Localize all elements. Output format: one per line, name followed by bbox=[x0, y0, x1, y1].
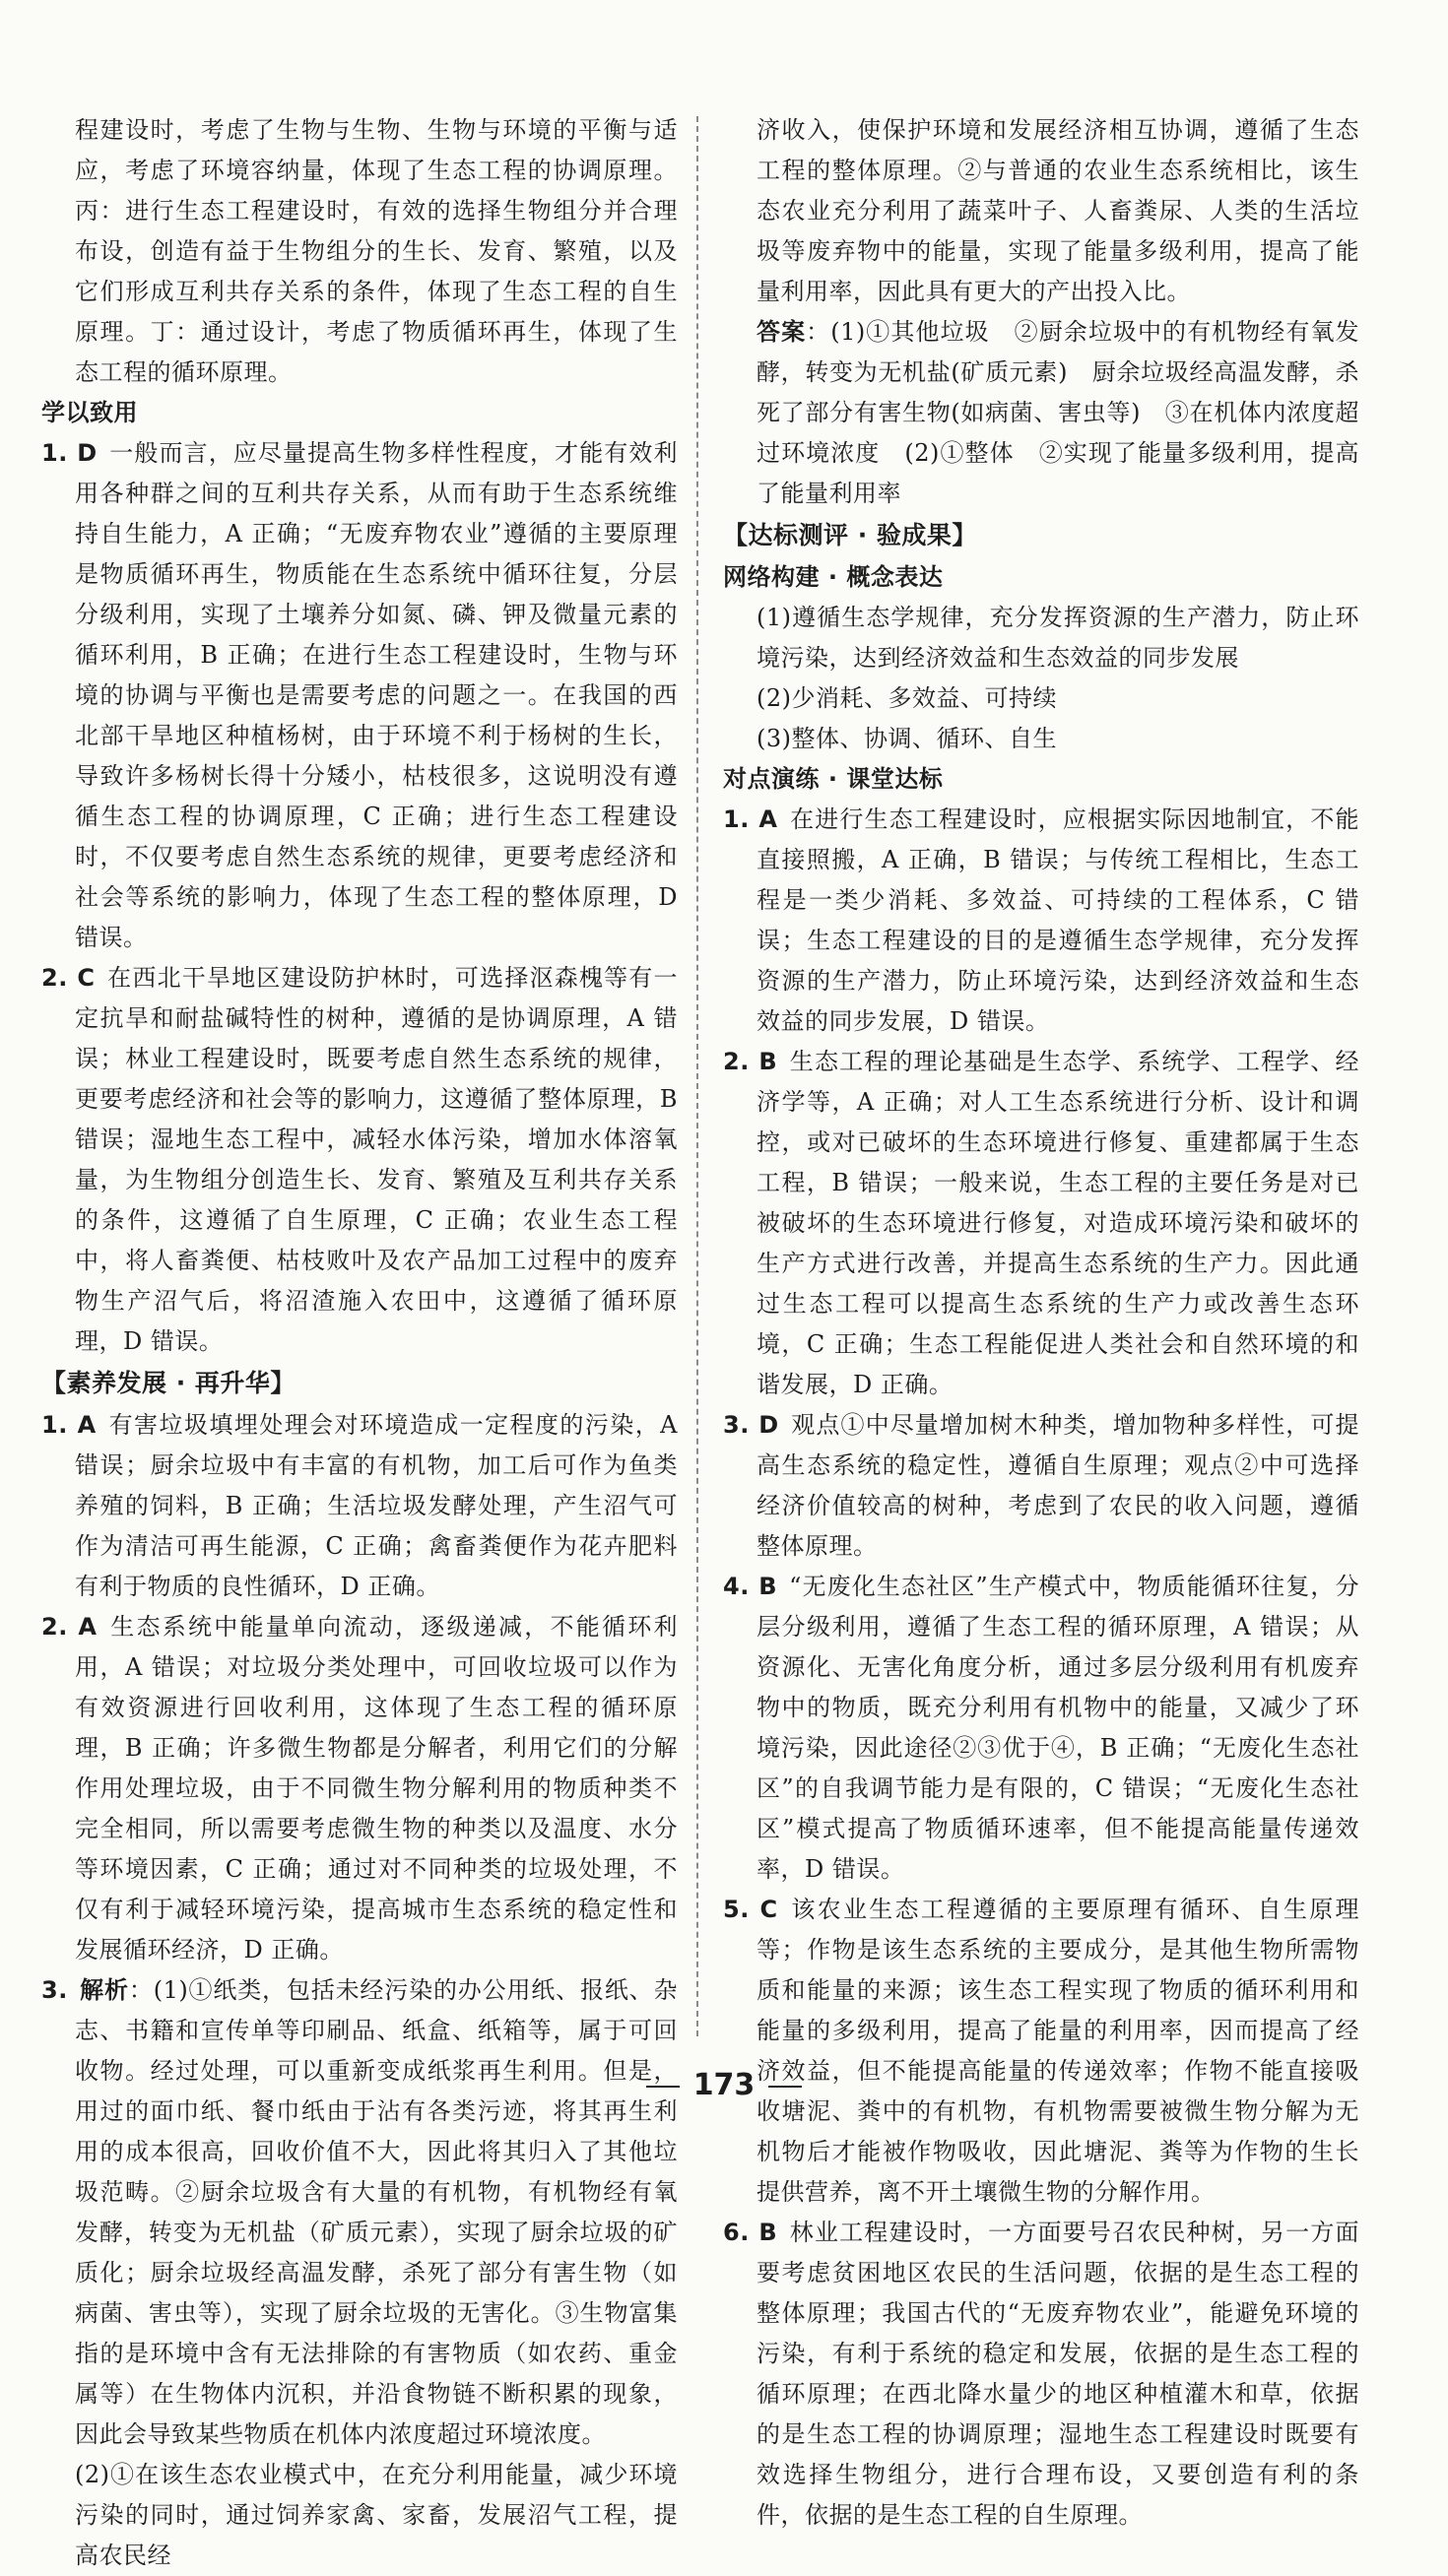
subheading-practice: 对点演练 · 课堂达标 bbox=[723, 765, 944, 793]
answer-item bbox=[723, 1405, 1359, 1567]
item-text: 在西北干旱地区建设防护林时，可选择沤森槐等有一定抗旱和耐盐碱特性的树种，遵循的是协调原理，A 错误；林业工程建设时，既要考虑自然生态系统的规律，更要考虑经济和社会等的影响力，这遵循了整体原理，B 错误；湿地生态工程中，减轻水体污染，增加水体溶氧量，为生物组分创造生长、发育、繁殖及互利共存关系的条件，这遵循了自生原理，C 正确；农业生态工程中，将人畜粪便、枯枝败叶及农产品加工过程中的废弃物生产沼气后，将沼渣施入农田中，这遵循了循环原理，D 错误。 bbox=[75, 964, 678, 1355]
item-number: 1. A bbox=[41, 1411, 97, 1439]
answer-item bbox=[41, 1970, 678, 2455]
item-number: 4. B bbox=[723, 1573, 778, 1600]
item-text: ：(1)①纸类，包括未经污染的办公用纸、报纸、杂志、书籍和宣传单等印刷品、纸盒、纸箱等，属于可回收物。经过处理，可以重新变成纸浆再生利用。但是，用过的面巾纸、餐巾纸由于沾有各类污迹，将其再生利用的成本很高，回收价值不大，因此将其归入了其他垃圾范畴。②厨余垃圾含有大量的有机物，有机物经有氧发酵，转变为无机盐（矿质元素），实现了厨余垃圾的矿质化；厨余垃圾经高温发酵，杀死了部分有害生物（如病菌、害虫等），实现了厨余垃圾的无害化。③生物富集指的是环境中含有无法排除的有害物质（如农药、重金属等）在生物体内沉积，并沿食物链不断积累的现象，因此会导致某些物质在机体内浓度超过环境浓度。 bbox=[75, 1976, 679, 2448]
item-number: 5. C bbox=[723, 1896, 778, 1923]
answer-item bbox=[41, 1405, 678, 1607]
page-number bbox=[0, 2066, 1448, 2105]
answer-item bbox=[41, 433, 678, 958]
answer-item bbox=[41, 958, 678, 1362]
item-number: 2. C bbox=[41, 964, 96, 992]
concept-line: (3)整体、协调、循环、自生 bbox=[757, 725, 1057, 752]
item-number: 3. D bbox=[723, 1411, 779, 1439]
right-column bbox=[723, 110, 1359, 2536]
answer-block bbox=[723, 312, 1359, 514]
item-text: 观点①中尽量增加树木种类，增加物种多样性，可提高生态系统的稳定性，遵循自生原理；观点②中可选择经济价值较高的树种，考虑到了农民的收入问题，遵循整体原理。 bbox=[757, 1411, 1360, 1560]
item-text: 林业工程建设时，一方面要号召农民种树，另一方面要考虑贫困地区农民的生活问题，依据的是生态工程的整体原理；我国古代的“无废弃物农业”，能避免环境的污染，有利于系统的稳定和发展，依据的是生态工程的循环原理；在西北降水量少的地区种植灌木和草，依据的是生态工程的协调原理；湿地生态工程建设时既要有效选择生物组分，进行合理布设，又要创造有利的条件，依据的是生态工程的自生原理。 bbox=[757, 2219, 1360, 2529]
analysis-continuation: 济收入，使保护环境和发展经济相互协调，遵循了生态工程的整体原理。②与普通的农业生态系统相比，该生态农业充分利用了蔬菜叶子、人畜粪尿、人类的生活垃圾等废弃物中的能量，实现了能量多级利用，提高了能量利用率，因此具有更大的产出投入比。 bbox=[757, 116, 1359, 305]
item-number: 1. A bbox=[723, 805, 778, 833]
page-number-text: 173 bbox=[692, 2068, 756, 2102]
section-heading-apply: 学以致用 bbox=[41, 399, 138, 426]
concept-line: (1)遵循生态学规律，充分发挥资源的生产潜力，防止环境污染，达到经济效益和生态效益的同步发展 bbox=[757, 604, 1359, 672]
intro-paragraph: 程建设时，考虑了生物与生物、生物与环境的平衡与适应，考虑了环境容纳量，体现了生态工程的协调原理。丙：进行生态工程建设时，有效的选择生物组分并合理布设，创造有益于生物组分的生长、发育、繁殖，以及它们形成互利共存关系的条件，体现了生态工程的自生原理。丁：通过设计，考虑了物质循环再生，体现了生态工程的循环原理。 bbox=[75, 116, 678, 386]
section-heading-literacy: 【素养发展 · 再升华】 bbox=[41, 1369, 296, 1397]
item-text: “无废化生态社区”生产模式中，物质能循环往复，分层分级利用，遵循了生态工程的循环原理，A 错误；从资源化、无害化角度分析，通过多层分级利用有机废弃物中的物质，既充分利用有机物中的能量，又减少了环境污染，因此途径②③优于④，B 正确；“无废化生态社区”的自我调节能力是有限的，C 错误；“无废化生态社区”模式提高了物质循环速率，但不能提高能量传递效率，D 错误。 bbox=[757, 1573, 1359, 1883]
item-number: 6. B bbox=[723, 2219, 778, 2246]
subheading-network: 网络构建 · 概念表达 bbox=[723, 563, 944, 591]
analysis-part2: (2)①在该生态农业模式中，在充分利用能量，减少环境污染的同时，通过饲养家禽、家畜，发展沼气工程，提高农民经 bbox=[75, 2461, 678, 2569]
item-number: 3. bbox=[41, 1976, 68, 2004]
concept-line: (2)少消耗、多效益、可持续 bbox=[757, 684, 1057, 712]
page-number-dash bbox=[768, 2086, 802, 2088]
answer-item bbox=[723, 2213, 1359, 2536]
answer-item bbox=[723, 1567, 1359, 1890]
item-text: 生态系统中能量单向流动，逐级递减，不能循环利用，A 错误；对垃圾分类处理中，可回收垃圾可以作为有效资源进行回收利用，这体现了生态工程的循环原理，B 正确；许多微生物都是分解者，利用它们的分解作用处理垃圾，由于不同微生物分解利用的物质种类不完全相同，所以需要考虑微生物的种类以及温度、水分等环境因素，C 正确；通过对不同种类的垃圾处理，不仅有利于减轻环境污染，提高城市生态系统的稳定性和发展循环经济，D 正确。 bbox=[75, 1613, 678, 1964]
answer-item bbox=[723, 1042, 1359, 1405]
item-number: 2. B bbox=[723, 1048, 778, 1075]
answer-item bbox=[723, 800, 1359, 1042]
item-text: 一般而言，应尽量提高生物多样性程度，才能有效利用各种群之间的互利共存关系，从而有助于生态系统维持自生能力，A 正确；“无废弃物农业”遵循的主要原理是物质循环再生，物质能在生态系统中循环往复，分层分级利用，实现了土壤养分如氮、磷、钾及微量元素的循环利用，B 正确；在进行生态工程建设时，生物与环境的协调与平衡也是需要考虑的问题之一。在我国的西北部干旱地区种植杨树，由于环境不利于杨树的生长，导致许多杨树长得十分矮小，枯枝很多，这说明没有遵循生态工程的协调原理，C 正确；进行生态工程建设时，不仅要考虑自然生态系统的规律，更要考虑经济和社会等系统的影响力，体现了生态工程的整体原理，D 错误。 bbox=[75, 439, 679, 951]
answer-item bbox=[41, 1607, 678, 1970]
item-text: 有害垃圾填埋处理会对环境造成一定程度的污染，A 错误；厨余垃圾中有丰富的有机物，加工后可作为鱼类养殖的饲料，B 正确；生活垃圾发酵处理，产生沼气可作为清洁可再生能源，C 正确；禽畜粪便作为花卉肥料有利于物质的良性循环，D 正确。 bbox=[75, 1411, 678, 1600]
answer-label: 答案 bbox=[757, 318, 807, 346]
item-number: 2. A bbox=[41, 1613, 98, 1641]
item-text: 该农业生态工程遵循的主要原理有循环、自生原理等；作物是该生态系统的主要成分，是其他生物所需物质和能量的来源；该生态工程实现了物质的循环利用和能量的多级利用，提高了能量的利用率，因而提高了经济效益，但不能提高能量的传递效率；作物不能直接吸收塘泥、粪中的有机物，有机物需要被微生物分解为无机物后才能被作物吸收，因此塘泥、粪等为作物的生长提供营养，离不开土壤微生物的分解作用。 bbox=[757, 1896, 1359, 2206]
column-divider bbox=[696, 116, 698, 2036]
section-heading-assessment: 【达标测评 · 验成果】 bbox=[723, 521, 977, 549]
page-number-dash bbox=[646, 2086, 680, 2088]
answer-text: ：(1)①其他垃圾 ②厨余垃圾中的有机物经有氧发酵，转变为无机盐(矿质元素) 厨余垃圾经高温发酵，杀死了部分有害生物(如病菌、害虫等) ③在机体内浓度超过环境浓度 (2)①整体 ②实现了能量多级利用，提高了能量利用率 bbox=[757, 318, 1360, 507]
analysis-label: 解析 bbox=[79, 1976, 129, 2004]
item-text: 在进行生态工程建设时，应根据实际因地制宜，不能直接照搬，A 正确，B 错误；与传统工程相比，生态工程是一类少消耗、多效益、可持续的工程体系，C 错误；生态工程建设的目的是遵循生态学规律，充分发挥资源的生产潜力，防止环境污染，达到经济效益和生态效益的同步发展，D 错误。 bbox=[757, 805, 1359, 1035]
answer-item bbox=[723, 1890, 1359, 2213]
item-number: 1. D bbox=[41, 439, 98, 467]
left-column bbox=[41, 110, 678, 2576]
item-text: 生态工程的理论基础是生态学、系统学、工程学、经济学等，A 正确；对人工生态系统进行分析、设计和调控，或对已破坏的生态环境进行修复、重建都属于生态工程，B 错误；一般来说，生态工程的主要任务是对已被破坏的生态环境进行修复，对造成环境污染和破坏的生产方式进行改善，并提高生态系统的生产力。因此通过生态工程可以提高生态系统的生产力或改善生态环境，C 正确；生态工程能促进人类社会和自然环境的和谐发展，D 正确。 bbox=[757, 1048, 1360, 1398]
